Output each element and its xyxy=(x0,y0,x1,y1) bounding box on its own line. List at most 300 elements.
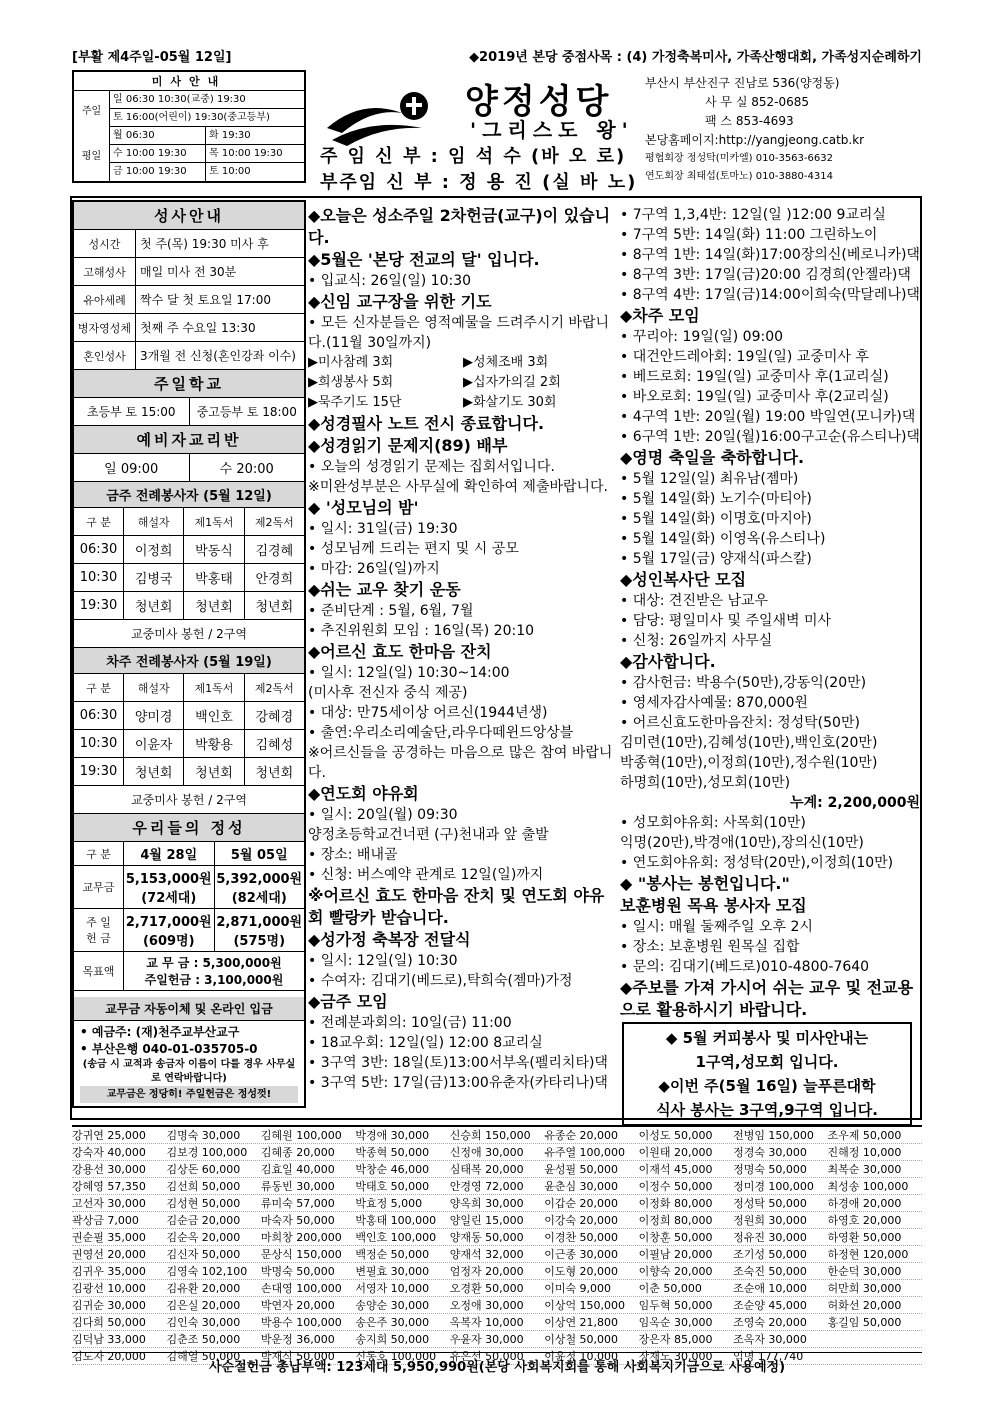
prayer-item: ▶화살기도 30회 xyxy=(463,395,557,410)
donor-entry: 고선자 30,000 xyxy=(72,1197,146,1210)
pastoral-theme: ◆2019년 본당 중점사목 : (4) 가정축복미사, 가족산행대회, 가족성지순례하기 xyxy=(469,50,922,65)
notice-item: • 대상: 만75세이상 어르신(1944년생) xyxy=(308,705,548,721)
donor-entry: 김귀우 35,000 xyxy=(72,1265,146,1278)
servers-row xyxy=(74,702,304,730)
donor-entry: 조숙진 50,000 xyxy=(733,1265,807,1278)
donor-entry: 이창훈 50,000 xyxy=(638,1231,713,1244)
donor-entry: 김다희 50,000 xyxy=(72,1316,146,1329)
notice-item: • 7구역 5반: 14일(화) 11:00 그린하노이 xyxy=(620,227,878,243)
sacrament-name: 성시간 xyxy=(74,230,136,257)
donor-entry: 박효정 5,000 xyxy=(355,1197,423,1210)
giving-value: 2,717,000원 (609명) xyxy=(124,909,215,951)
notice-item: • 8구역 3반: 17일(금)20:00 김경희(안젤라)댁 xyxy=(620,267,911,283)
prayer-item: ▶희생봉사 5회 xyxy=(308,375,394,390)
donor-entry: 하정현 120,000 xyxy=(827,1248,909,1261)
notice-item: • 바오로회: 19일(일) 교중미사 후(2교리실) xyxy=(620,389,889,405)
mass-time: 월 06:30 xyxy=(113,130,155,141)
donor-entry: 이미숙 9,000 xyxy=(544,1282,612,1295)
notice-item: • 5월 12일(일) 최유남(젬마) xyxy=(620,471,799,487)
donor-entry: 김춘조 50,000 xyxy=(166,1333,241,1346)
catechumen-title: 예비자교리반 xyxy=(74,426,304,454)
donor-entry: 마희창 200,000 xyxy=(260,1231,342,1244)
notice-item: 하명희(10만),성모회(10만) xyxy=(620,775,791,791)
sacrament-name: 혼인성사 xyxy=(74,342,136,369)
donor-entry: 유주열 100,000 xyxy=(544,1146,626,1159)
donor-entry: 변필효 30,000 xyxy=(355,1265,430,1278)
donor-entry: 박창순 46,000 xyxy=(355,1163,430,1176)
donor-entry: 이재석 45,000 xyxy=(638,1163,713,1176)
notice-item: • 모든 신자분들은 영적예물을 드려주시기 바랍니다.(11월 30일까지) xyxy=(308,315,609,351)
notice-item: • 영세자감사예물: 870,000원 xyxy=(620,695,808,711)
notice-item: • 추진위원회 모임 : 16일(목) 20:10 xyxy=(308,623,535,639)
notice-item: • 감사헌금: 박용수(50만),강동익(20만) xyxy=(620,675,867,691)
servers-cell: 안경희 xyxy=(255,572,294,587)
donor-entry: 박재식 50,000 xyxy=(260,1350,335,1363)
right-column xyxy=(620,205,920,1021)
running-total: 누계: 2,200,000원 xyxy=(790,795,920,811)
mass-time: 일 06:30 10:30(교중) 19:30 xyxy=(113,94,246,105)
donor-entry: 정미경 100,000 xyxy=(733,1180,814,1193)
notice-item: • 대건안드레아회: 19일(일) 교중미사 후 xyxy=(620,349,869,365)
bank-note: (송금 시 교적과 송금자 이름이 다를 경우 사무실로 연락바랍니다) xyxy=(82,1059,296,1084)
notice-heading: ◆연도회 야유회 xyxy=(308,784,419,803)
donor-entry: 김은실 20,000 xyxy=(166,1299,241,1312)
donor-entry: 허화선 20,000 xyxy=(827,1299,902,1312)
notice-item: • 마감: 26일(일)까지 xyxy=(308,561,440,577)
notice-item: • 어르신효도한마음잔치: 정성탁(50만) xyxy=(620,715,860,731)
donor-entry: 문상식 150,000 xyxy=(260,1248,342,1261)
servers-head-cell: 구 분 xyxy=(74,508,124,535)
sacrament-name: 병자영성체 xyxy=(74,314,136,341)
donor-entry: 이윤정 10,000 xyxy=(544,1350,619,1363)
donor-entry: 김선희 50,000 xyxy=(166,1180,241,1193)
donor-entry: 허만희 30,000 xyxy=(827,1282,902,1295)
middle-high: 중고등부 토 18:00 xyxy=(196,405,297,419)
servers-head-cell: 제2독서 xyxy=(254,681,294,695)
parish-contact xyxy=(645,74,920,186)
priests xyxy=(320,144,637,196)
catechumen-wed: 수 20:00 xyxy=(219,462,274,477)
weekday-label: 평일 xyxy=(74,127,110,181)
sacrament-time: 첫 주(목) 19:30 미사 후 xyxy=(140,237,269,251)
giving-table xyxy=(74,842,304,991)
donor-entry: 신동호 100,000 xyxy=(355,1350,437,1363)
donor-entry: 홍길임 50,000 xyxy=(827,1316,902,1329)
donor-entry xyxy=(828,1331,922,1347)
donor-entry: 윤춘심 30,000 xyxy=(544,1180,619,1193)
notice-item: • 3구역 3반: 18일(토)13:00서부옥(펠리치타)댁 xyxy=(308,1055,608,1071)
sacraments-title: 성사안내 xyxy=(74,202,304,230)
donor-entry: 이도형 20,000 xyxy=(544,1265,619,1278)
donor-entry: 신승희 150,000 xyxy=(449,1129,531,1142)
servers-header xyxy=(74,508,304,536)
prayer-item: ▶미사참례 3회 xyxy=(308,355,394,370)
donor-entry: 이향숙 20,000 xyxy=(638,1265,713,1278)
sacrament-time: 3개월 전 신청(혼인강좌 이수) xyxy=(140,349,296,363)
mass-time: 토 16:00(어린이) 19:30(중고등부) xyxy=(113,112,270,123)
donor-entry: 하영환 50,000 xyxy=(827,1231,902,1244)
donor-entry: 강귀연 25,000 xyxy=(72,1129,146,1142)
giving-head: 4월 28일 xyxy=(124,842,215,865)
council-chair: 평협회장 정성탁(미카엘) 010-3563-6632 xyxy=(645,153,833,164)
donor-entry: 장은자 85,000 xyxy=(638,1333,713,1346)
donor-entry: 박홍태 100,000 xyxy=(355,1214,437,1227)
notice-item: • 출연:우리소리예술단,라우다떼윈드앙상블 xyxy=(308,725,574,741)
servers-header xyxy=(74,674,304,702)
notice-heading: 보훈병원 목욕 봉사자 모집 xyxy=(620,896,807,915)
donor-entry: 강혜영 57,350 xyxy=(72,1180,146,1193)
notice-heading: ※어르신 효도 한마음 잔치 및 연도회 야유회 빨랑카 받습니다. xyxy=(308,886,605,927)
weekday-mass-row xyxy=(74,127,304,181)
donor-entry: 김순금 20,000 xyxy=(166,1214,241,1227)
notice-heading: ◆감사합니다. xyxy=(620,652,716,671)
notice-item: • 일시: 12일(일) 10:30~14:00 xyxy=(308,665,510,681)
servers-cell: 06:30 xyxy=(74,536,124,563)
donor-entry: 김해열 50,000 xyxy=(166,1350,241,1363)
bank-holder: • 예금주: (재)천주교부산교구 xyxy=(80,1025,240,1039)
servers-row xyxy=(74,536,304,564)
homepage-link[interactable]: 본당홈페이지:http://yangjeong.catb.kr xyxy=(645,133,865,147)
notice-heading: ◆주보를 가져 가시어 쉬는 교우 및 전교용으로 활용하시기 바랍니다. xyxy=(620,978,914,1019)
servers-cell: 양미경 xyxy=(124,702,184,729)
mass-schedule-title: 미사안내 xyxy=(74,72,304,91)
donor-entry: 안경영 72,000 xyxy=(449,1180,524,1193)
donor-entry: 서영자 10,000 xyxy=(355,1282,430,1295)
catechumen-row xyxy=(74,454,304,482)
donor-entry: 김광선 10,000 xyxy=(72,1282,146,1295)
mass-time: 토 10:00 xyxy=(205,163,301,181)
servers-cell: 19:30 xyxy=(74,758,124,785)
servers-cell: 청년회 xyxy=(124,592,184,619)
servers-head-cell: 해설자 xyxy=(124,508,184,535)
donor-row xyxy=(72,1212,922,1229)
notice-item: • 5월 14일(화) 노기수(마티아) xyxy=(620,491,812,507)
donor-entry: 조옥자 30,000 xyxy=(733,1333,807,1346)
donor-row xyxy=(72,1331,922,1348)
donor-entry: 이근종 30,000 xyxy=(544,1248,619,1261)
notice-item: • 8구역 4반: 17일(금)14:00이희숙(막달레나)댁 xyxy=(620,287,920,303)
servers-cell: 이정희 xyxy=(124,536,184,563)
donor-row xyxy=(72,1297,922,1314)
donor-entry: 신정애 30,000 xyxy=(449,1146,524,1159)
elementary: 초등부 토 15:00 xyxy=(74,398,190,425)
donor-entry: 이강숙 20,000 xyxy=(544,1214,619,1227)
sacrament-row xyxy=(74,258,304,286)
notice-item: • 담당: 평일미사 및 주일새벽 미사 xyxy=(620,613,832,629)
donor-entry: 김혜종 20,000 xyxy=(260,1146,335,1159)
servers-cell: 청년회 xyxy=(184,758,244,785)
notice-heading: ◆성인복사단 모집 xyxy=(620,570,747,589)
donor-entry: 김유환 20,000 xyxy=(166,1282,241,1295)
notice-heading: ◆ '성모님의 밤' xyxy=(308,498,419,517)
notice-item: 양정초등학교건너편 (구)천내과 앞 출발 xyxy=(308,827,549,843)
servers1-table xyxy=(74,508,304,620)
youth-chair: 연도회장 최태섭(토마노) 010-3880-4314 xyxy=(645,171,833,182)
donor-entry: 송양순 30,000 xyxy=(355,1299,430,1312)
donor-entry: 김영숙 102,100 xyxy=(166,1265,248,1278)
lent-offering-total: 사순절헌금 총납부액: 123세대 5,950,990원(본당 사회복지회를 통해 사회복지기금으로 사용예정) xyxy=(72,1352,922,1375)
notice-item: • 오늘의 성경읽기 문제는 집회서입니다. xyxy=(308,459,555,475)
notice-item: • 6구역 1반: 20일(월)16:00구고순(유스티나)댁 xyxy=(620,429,920,445)
servers2-table xyxy=(74,674,304,786)
notice-heading: ◆오늘은 성소주일 2차헌금(교구)이 있습니다. xyxy=(308,206,611,247)
donor-entry: 박운정 36,000 xyxy=(260,1333,335,1346)
donor-entry: 이갑순 20,000 xyxy=(544,1197,619,1210)
mass-cell xyxy=(110,109,304,127)
servers-row xyxy=(74,592,304,620)
donor-entry: 한순덕 30,000 xyxy=(827,1265,902,1278)
notice-item: • 5월 14일(화) 이명호(마지아) xyxy=(620,511,812,527)
bulletin-date: [부활 제4주일-05월 12일] xyxy=(72,50,232,65)
notice-item: • 일시: 매월 둘째주일 오후 2시 xyxy=(620,919,813,935)
mass-cell xyxy=(110,145,304,163)
notice-item: • 준비단계 : 5월, 6월, 7월 xyxy=(308,603,474,619)
parish-name: 양정성당 xyxy=(465,82,613,122)
notice-item: • 대상: 견진받은 남교우 xyxy=(620,593,769,609)
donor-entry: 장재노 30,000 xyxy=(638,1350,713,1363)
middle-column xyxy=(308,205,618,1093)
donor-entry: 양옥희 30,000 xyxy=(449,1197,524,1210)
donor-row xyxy=(72,1229,922,1246)
prayer-row xyxy=(308,373,618,393)
donor-row xyxy=(72,1314,922,1331)
sunday-school-title: 주일학교 xyxy=(74,370,304,398)
notice-line: 식사 봉사는 3구역,9구역 입니다. xyxy=(656,1101,878,1119)
sacraments-table xyxy=(74,230,304,370)
servers-head-cell: 제1독서 xyxy=(184,508,244,535)
donor-entry: 류동빈 30,000 xyxy=(260,1180,335,1193)
notice-item: • 입교식: 26일(일) 10:30 xyxy=(308,273,472,289)
servers1-offering xyxy=(74,620,304,648)
notice-heading: ◆금주 모임 xyxy=(308,992,388,1011)
donor-entry: 이정희 80,000 xyxy=(638,1214,713,1227)
donor-entry: 양일린 15,000 xyxy=(449,1214,524,1227)
donor-entry: 심태복 20,000 xyxy=(449,1163,524,1176)
servers-cell: 강혜경 xyxy=(255,710,294,725)
donor-entry: 이경찬 50,000 xyxy=(544,1231,619,1244)
donor-row xyxy=(72,1161,922,1178)
notice-heading: ◆성경필사 노트 전시 종료합니다. xyxy=(308,414,545,433)
notice-line: ◆ 5월 커피봉사 및 미사안내는 xyxy=(665,1029,869,1047)
donor-entry: 박경애 30,000 xyxy=(355,1129,430,1142)
parish-subtitle: '그리스도 왕' xyxy=(470,118,634,142)
donor-entry: 이상철 50,000 xyxy=(544,1333,619,1346)
giving-head: 구 분 xyxy=(74,842,124,865)
donor-entry: 최성송 100,000 xyxy=(827,1180,909,1193)
donor-entry: 권영선 20,000 xyxy=(72,1248,146,1261)
servers-cell: 백인호 xyxy=(184,702,244,729)
mass-cell xyxy=(110,91,304,109)
giving-value: 5,153,000원 (72세대) xyxy=(124,866,215,908)
assistant-pastor: 부주임 신 부 : 정 용 진 (실 바 노) xyxy=(320,172,638,193)
donor-entry: 백인호 100,000 xyxy=(355,1231,437,1244)
donor-entry: 엄정자 20,000 xyxy=(449,1265,524,1278)
notice-item: • 5월 17일(금) 양재식(파스칼) xyxy=(620,551,812,567)
servers-cell: 박동식 xyxy=(184,536,244,563)
prayer-item: ▶성체조배 3회 xyxy=(463,355,549,370)
sacrament-name: 유아세례 xyxy=(74,286,136,313)
donor-entry: 김보경 100,000 xyxy=(166,1146,248,1159)
servers-cell: 10:30 xyxy=(74,730,124,757)
catechumen-sun: 일 09:00 xyxy=(74,454,190,481)
mass-time: 목 10:00 19:30 xyxy=(205,145,301,162)
mass-cell xyxy=(110,163,304,181)
donor-entry: 정유진 30,000 xyxy=(733,1231,807,1244)
donor-entry: 정명숙 50,000 xyxy=(733,1163,807,1176)
servers-head-cell: 제1독서 xyxy=(184,674,244,701)
giving-value: 2,871,000원 (575명) xyxy=(216,915,303,949)
notice-item: • 성모회야유회: 사목회(10만) xyxy=(620,815,806,831)
servers-cell: 김병국 xyxy=(124,564,184,591)
donor-entry: 전병임 150,000 xyxy=(733,1129,814,1142)
donor-entry: 이춘 50,000 xyxy=(638,1282,702,1295)
address: 부산시 부산진구 진남로 536(양정동) xyxy=(645,76,840,90)
donor-entry: 김상돈 60,000 xyxy=(166,1163,241,1176)
giving-label: 주 일 헌 금 xyxy=(74,909,124,951)
notice-item: ※미완성부분은 사무실에 확인하여 제출바랍니다. xyxy=(308,479,609,495)
donor-entry: 손대영 100,000 xyxy=(260,1282,342,1295)
notice-heading: ◆성가정 축복장 전달식 xyxy=(308,930,471,949)
giving-value: 5,392,000원 (82세대) xyxy=(216,872,303,906)
donor-entry: 진해정 10,000 xyxy=(827,1146,902,1159)
donor-entry: 박태호 50,000 xyxy=(355,1180,430,1193)
donor-entry: 임옥순 30,000 xyxy=(638,1316,713,1329)
donor-entry: 정원희 30,000 xyxy=(733,1214,807,1227)
donor-entry: 김덕남 33,000 xyxy=(72,1333,146,1346)
goal-dues: 교 무 금 : 5,300,000원 xyxy=(146,956,282,970)
offering: 교중미사 봉헌 / 2구역 xyxy=(131,627,247,641)
sunday-label: 주일 xyxy=(74,91,110,127)
donor-entry: 김명숙 30,000 xyxy=(166,1129,241,1142)
servers2-offering xyxy=(74,786,304,814)
servers-head-cell: 해설자 xyxy=(124,674,184,701)
sacrament-row xyxy=(74,342,304,370)
mass-time: 금 10:00 19:30 xyxy=(113,166,187,177)
donor-entry: 이상연 21,800 xyxy=(544,1316,619,1329)
servers-head-cell: 제2독서 xyxy=(254,515,294,529)
donor-entry: 김도자 20,000 xyxy=(72,1350,146,1363)
servers-row xyxy=(74,730,304,758)
donor-entry: 김인숙 30,000 xyxy=(166,1316,241,1329)
prayer-item: ▶십자가의길 2회 xyxy=(463,375,561,390)
donor-entry: 유종순 20,000 xyxy=(544,1129,619,1142)
prayer-row xyxy=(308,393,618,413)
donor-entry: 백정순 50,000 xyxy=(355,1248,430,1261)
donor-entry: 곽상금 7,000 xyxy=(72,1214,139,1227)
sacrament-time: 짝수 달 첫 토요일 17:00 xyxy=(140,293,271,307)
notice-heading: ◆성경읽기 문제지(89) 배부 xyxy=(308,436,508,455)
servers-cell: 김혜성 xyxy=(255,738,294,753)
bank-account: • 부산은행 040-01-035705-0 xyxy=(80,1042,258,1056)
donor-entry: 하경애 20,000 xyxy=(827,1197,902,1210)
donor-row xyxy=(72,1246,922,1263)
donor-list xyxy=(72,1125,922,1365)
servers-cell: 박홍태 xyxy=(184,564,244,591)
donor-entry: 오정애 30,000 xyxy=(449,1299,524,1312)
mass-time: 화 19:30 xyxy=(205,127,301,144)
notice-item: • 연도회야유회: 정성탁(20만),이정희(10만) xyxy=(620,855,894,871)
notice-item: • 장소: 배내골 xyxy=(308,847,398,863)
header-line xyxy=(72,46,922,65)
notice-item: • 7구역 1,3,4반: 12일(일 )12:00 9교리실 xyxy=(620,207,886,223)
goal-offering: 주일헌금 : 3,100,000원 xyxy=(144,973,284,987)
notice-heading: ◆영명 축일을 축하합니다. xyxy=(620,448,805,467)
goal-label: 목표액 xyxy=(74,952,124,990)
sacrament-time: 첫째 주 수요일 13:30 xyxy=(140,321,256,335)
notice-item: • 꾸리아: 19일(일) 09:00 xyxy=(620,329,784,345)
notice-item: • 8구역 1반: 14일(화)17:00장의신(베로니카)댁 xyxy=(620,247,920,263)
notice-heading: ◆5월은 '본당 전교의 달' 입니다. xyxy=(308,250,540,269)
notice-item: • 일시: 12일(일) 10:30 xyxy=(308,953,458,969)
donor-entry: 정성탁 50,000 xyxy=(733,1197,807,1210)
donor-entry: 익명 177,740 xyxy=(733,1350,804,1363)
offering: 교중미사 봉헌 / 2구역 xyxy=(131,793,247,807)
notice-item: 익명(20만),박경애(10만),장의신(10만) xyxy=(620,835,864,851)
donor-entry: 하영호 20,000 xyxy=(827,1214,902,1227)
bank-title: 교무금 자동이체 및 온라인 입금 xyxy=(74,997,304,1021)
donor-entry: 이성도 50,000 xyxy=(638,1129,713,1142)
donor-row xyxy=(72,1280,922,1297)
notice-heading: ◆ "봉사는 봉헌입니다." xyxy=(620,874,790,893)
donor-entry: 임두혁 50,000 xyxy=(638,1299,713,1312)
notice-heading: ◆신임 교구장을 위한 기도 xyxy=(308,292,492,311)
donor-entry: 이정화 80,000 xyxy=(638,1197,713,1210)
prayer-row xyxy=(308,353,618,373)
left-column xyxy=(72,200,306,1108)
notice-heading: ◆차주 모임 xyxy=(620,306,700,325)
donor-entry: 오경환 50,000 xyxy=(449,1282,524,1295)
servers-cell: 청년회 xyxy=(255,766,294,781)
notice-item: ※어르신들을 공경하는 마음으로 많은 참여 바랍니다. xyxy=(308,745,613,781)
donor-entry: 강용선 30,000 xyxy=(72,1163,146,1176)
donor-row xyxy=(72,1127,922,1144)
servers-cell: 10:30 xyxy=(74,564,124,591)
servers-cell: 이윤자 xyxy=(124,730,184,757)
giving-title: 우리들의 정성 xyxy=(74,814,304,842)
notice-item: • 18교우회: 12일(일) 12:00 8교리실 xyxy=(308,1035,543,1051)
donor-entry: 조순양 45,000 xyxy=(733,1299,807,1312)
donor-row xyxy=(72,1178,922,1195)
notice-item: • 장소: 보훈병원 원목실 집합 xyxy=(620,939,800,955)
sacrament-name: 고해성사 xyxy=(74,258,136,285)
servers-cell: 청년회 xyxy=(184,592,244,619)
notice-item: • 성모님께 드리는 편지 및 시 공모 xyxy=(308,541,519,557)
office-phone: 사 무 실 852-0685 xyxy=(705,95,809,109)
donor-entry: 김신자 50,000 xyxy=(166,1248,241,1261)
sacrament-row xyxy=(74,286,304,314)
sunday-mass-row xyxy=(74,91,304,127)
donor-entry: 김귀순 30,000 xyxy=(72,1299,146,1312)
notice-item: • 신청: 버스예약 관계로 12일(일)까지 xyxy=(308,867,544,883)
notice-item: • 전례분과회의: 10일(금) 11:00 xyxy=(308,1015,512,1031)
donor-entry: 박명숙 50,000 xyxy=(260,1265,335,1278)
servers-cell: 박황용 xyxy=(184,730,244,757)
notice-item: • 일시: 31일(금) 19:30 xyxy=(308,521,458,537)
donor-entry: 강숙자 40,000 xyxy=(72,1146,146,1159)
servers-cell: 06:30 xyxy=(74,702,124,729)
notice-item: • 4구역 1반: 20일(월) 19:00 박일연(모니카)댁 xyxy=(620,409,916,425)
bank-slogan: 교무금은 정당히! 주일헌금은 정성껏! xyxy=(80,1086,298,1103)
donor-row xyxy=(72,1263,922,1280)
notice-item: (미사후 전신자 중식 제공) xyxy=(308,685,468,701)
donor-entry: 조영숙 20,000 xyxy=(733,1316,807,1329)
sacrament-row xyxy=(74,230,304,258)
pastor: 주 임 신 부 : 임 석 수 (바 오 로) xyxy=(320,146,627,167)
servers-row xyxy=(74,564,304,592)
servers1-title: 금주 전례봉사자 (5월 12일) xyxy=(74,482,304,508)
giving-label: 교무금 xyxy=(74,866,124,908)
servers-cell: 19:30 xyxy=(74,592,124,619)
